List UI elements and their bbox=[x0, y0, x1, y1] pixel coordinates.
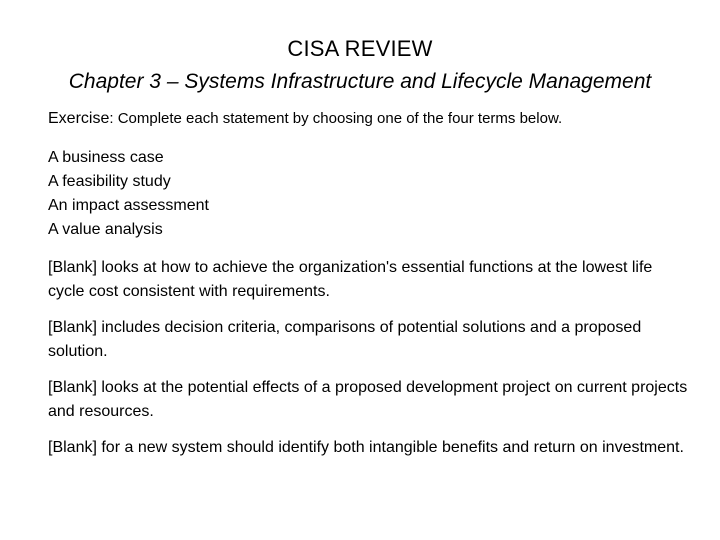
exercise-instruction bbox=[48, 110, 688, 128]
statement-item: [Blank] for a new system should identify both intangible benefits and return on investment. bbox=[48, 439, 684, 456]
slide-subtitle: Chapter 3 – Systems Infrastructure and Lifecycle Management bbox=[68, 70, 652, 93]
statement-item: [Blank] includes decision criteria, comparisons of potential solutions and a proposed solution. bbox=[48, 319, 642, 360]
slide-title: CISA REVIEW bbox=[287, 36, 433, 61]
term-item: A business case bbox=[48, 149, 164, 166]
term-item: An impact assessment bbox=[48, 197, 209, 214]
statement-item: [Blank] looks at how to achieve the organization's essential functions at the lowest life cycle cost consistent with requirements. bbox=[48, 259, 653, 300]
exercise-label: Exercise bbox=[48, 110, 110, 127]
term-item: A feasibility study bbox=[48, 173, 171, 190]
term-list bbox=[48, 146, 209, 242]
statement-item: [Blank] looks at the potential effects of a proposed development project on current projects and resources. bbox=[48, 379, 688, 420]
exercise-text: : Complete each statement by choosing one of the four terms below. bbox=[109, 110, 563, 127]
term-item: A value analysis bbox=[48, 221, 163, 238]
statement-list bbox=[48, 256, 688, 472]
